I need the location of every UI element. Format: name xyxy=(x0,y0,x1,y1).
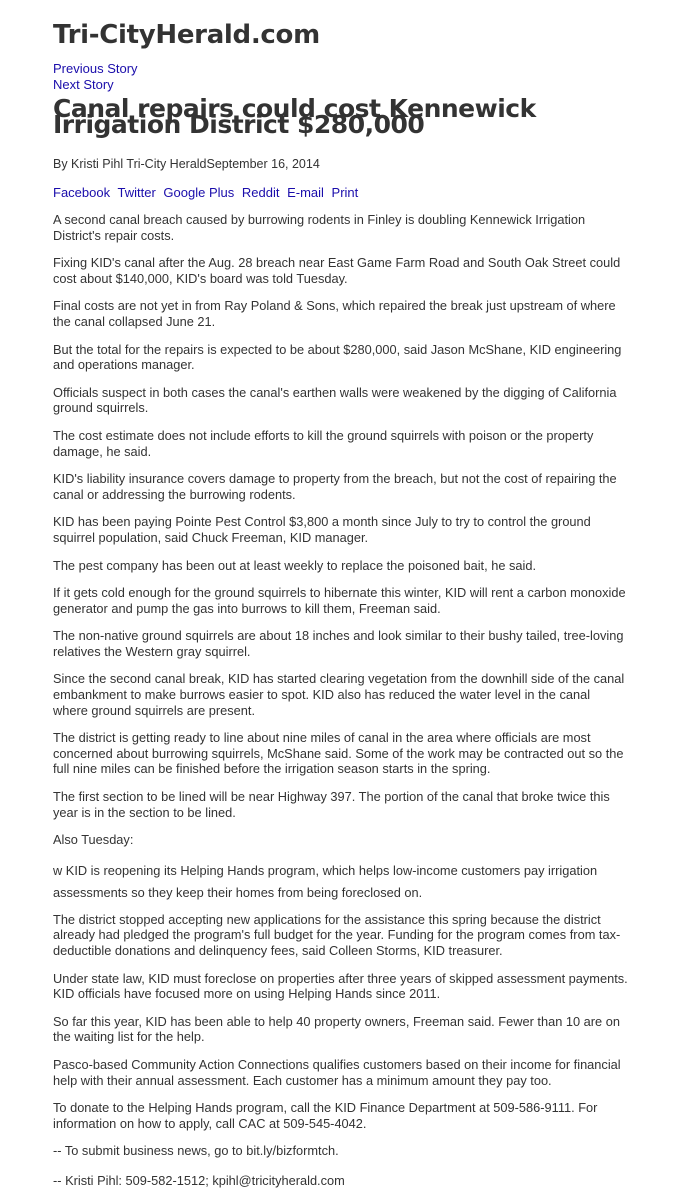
paragraph: Fixing KID's canal after the Aug. 28 breach near East Game Farm Road and South Oak Street could cost about $140,000, KID's board was told Tuesday. xyxy=(53,255,621,286)
next-story-link[interactable]: Next Story xyxy=(53,76,114,92)
previous-story-link[interactable]: Previous Story xyxy=(53,61,138,76)
paragraph: But the total for the repairs is expected to be about $280,000, said Jason McShane, KID engineering and operations manager. xyxy=(53,341,622,373)
paragraph: The pest company has been out at least weekly to replace the poisoned bait, he said. xyxy=(53,557,537,573)
paragraph: The first section to be lined will be near Highway 397. The portion of the canal that broke twice this year is in the section to be lined. xyxy=(53,789,610,820)
business-news-note: -- To submit business news, go to bit.ly/bizformtch. xyxy=(53,1143,339,1159)
paragraph: The non-native ground squirrels are about 18 inches and look similar to their bushy tailed, tree-loving relatives the Western gray squirrel. xyxy=(53,628,624,659)
article-body xyxy=(53,212,628,1203)
share-facebook-link[interactable]: Facebook xyxy=(53,185,111,200)
paragraph: So far this year, KID has been able to help 40 property owners, Freeman said. Fewer than 10 are on the waiting list for the help. xyxy=(53,1013,620,1045)
share-reddit-link[interactable]: Reddit xyxy=(241,185,280,200)
share-email-link[interactable]: E-mail xyxy=(287,185,324,200)
paragraph: The district stopped accepting new applications for the assistance this spring because the district already had pledged the program's full budget for the year. Funding for the program comes from tax-deductible donations and delinquency fees, said Colleen Storms, KID treasurer. xyxy=(53,911,621,958)
paragraph: The cost estimate does not include efforts to kill the ground squirrels with poison or the property damage, he said. xyxy=(53,427,594,459)
paragraph: The district is getting ready to line about nine miles of canal in the area where officials are most concerned about burrowing squirrels, McShane said. Some of the work may be contracted out so the full nine miles can be finished before the irrigation season starts in the spring. xyxy=(53,730,624,777)
story-nav xyxy=(53,61,138,92)
paragraph: A second canal breach caused by burrowing rodents in Finley is doubling Kennewick Irrigation District's repair costs. xyxy=(53,212,586,243)
article-byline: By Kristi Pihl Tri-City HeraldSeptember 16, 2014 xyxy=(53,157,320,171)
author-contact: -- Kristi Pihl: 509-582-1512; kpihl@tricityherald.com xyxy=(53,1172,345,1188)
also-tuesday-label: Also Tuesday: xyxy=(53,832,134,848)
share-links xyxy=(53,185,362,200)
paragraph: KID's liability insurance covers damage to property from the breach, but not the cost of repairing the canal or addressing the burrowing rodents. xyxy=(53,471,617,502)
paragraph: Since the second canal break, KID has started clearing vegetation from the downhill side of the canal embankment to make burrows easier to spot. KID also has reduced the water level in the canal where ground squirrels are present. xyxy=(53,671,625,718)
paragraph: Final costs are not yet in from Ray Poland & Sons, which repaired the break just upstream of where the canal collapsed June 21. xyxy=(53,298,616,329)
paragraph: Under state law, KID must foreclose on properties after three years of skipped assessment payments. KID officials have focused more on using Helping Hands since 2011. xyxy=(53,970,628,1002)
paragraph: To donate to the Helping Hands program, call the KID Finance Department at 509-586-9111. For information on how to apply, call CAC at 509-545-4042. xyxy=(53,1100,598,1131)
site-title[interactable]: Tri-CityHerald.com xyxy=(53,20,320,50)
article-headline: Canal repairs could cost Kennewick Irrigation District $280,000 xyxy=(53,94,536,139)
paragraph: If it gets cold enough for the ground squirrels to hibernate this winter, KID will rent a carbon monoxide generator and pump the gas into burrows to kill them, Freeman said. xyxy=(53,585,626,616)
paragraph: Officials suspect in both cases the canal's earthen walls were weakened by the digging of California ground squirrels. xyxy=(53,384,617,416)
print-link[interactable]: Print xyxy=(331,185,359,200)
share-twitter-link[interactable]: Twitter xyxy=(117,185,156,200)
paragraph: KID has been paying Pointe Pest Control $3,800 a month since July to try to control the ground squirrel population, said Chuck Freeman, KID manager. xyxy=(53,514,591,545)
share-google-plus-link[interactable]: Google Plus xyxy=(163,185,235,200)
paragraph: Pasco-based Community Action Connections qualifies customers based on their income for financial help with their annual assessment. Each customer has a minimum amount they pay too. xyxy=(53,1056,621,1088)
bullet-paragraph: w KID is reopening its Helping Hands program, which helps low-income customers pay irrigation assessments so they keep their homes from being foreclosed on. xyxy=(53,862,598,900)
